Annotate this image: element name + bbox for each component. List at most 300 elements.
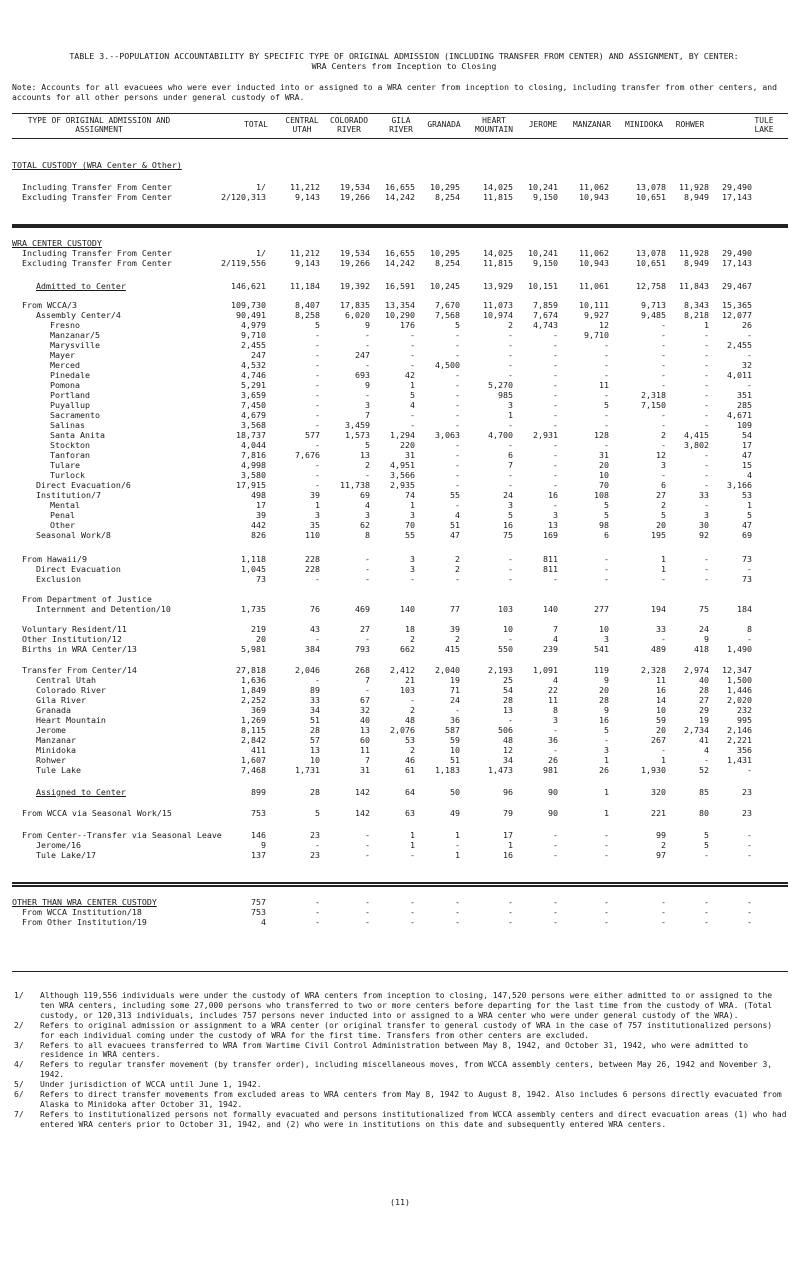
table-cell: - [604, 735, 609, 745]
table-row [0, 765, 800, 776]
table-cell: 54 [503, 685, 513, 695]
table-cell: 7,150 [641, 400, 666, 410]
table-cell: 128 [594, 430, 609, 440]
table-cell: 11,738 [340, 480, 370, 490]
table-cell: - [455, 340, 460, 350]
table-cell: 16 [548, 490, 558, 500]
table-cell: 17,915 [236, 480, 266, 490]
table-cell: 31 [360, 765, 370, 775]
table-cell: - [315, 480, 320, 490]
table-cell: - [704, 554, 709, 564]
table-cell: 11,062 [579, 182, 609, 192]
table-cell: 13 [503, 705, 513, 715]
table-cell: - [661, 574, 666, 584]
table-cell: 11 [360, 745, 370, 755]
table-cell: 19,266 [340, 192, 370, 202]
table-cell: - [553, 380, 558, 390]
table-cell: 2,455 [727, 340, 752, 350]
header-type: TYPE OF ORIGINAL ADMISSION AND ASSIGNMENT [27, 116, 171, 134]
table-cell: 10 [656, 705, 666, 715]
table-cell: 11,815 [483, 258, 513, 268]
table-cell: - [315, 675, 320, 685]
table-cell: 51 [450, 755, 460, 765]
table-cell: 55 [405, 530, 415, 540]
header-heart-mountain: HEART MOUNTAIN [474, 116, 513, 134]
table-cell: 3 [704, 510, 709, 520]
table-cell: 92 [699, 530, 709, 540]
row-label: Tulare [50, 460, 80, 470]
table-cell: 899 [251, 787, 266, 797]
table-cell: 7,670 [435, 300, 460, 310]
table-row [0, 808, 800, 819]
table-cell: 3,566 [390, 470, 415, 480]
row-label: Transfer From Center/14 [22, 665, 137, 675]
table-cell: - [747, 840, 752, 850]
table-cell: 3 [410, 564, 415, 574]
table-cell: 985 [498, 390, 513, 400]
table-row [0, 850, 800, 861]
table-cell: 11,062 [579, 248, 609, 258]
table-cell: - [508, 360, 513, 370]
table-cell: 31 [599, 450, 609, 460]
table-cell: - [553, 390, 558, 400]
table-cell: 23 [742, 808, 752, 818]
table-cell: 3,659 [241, 390, 266, 400]
table-cell: - [747, 765, 752, 775]
table-cell: - [661, 440, 666, 450]
table-cell: - [315, 390, 320, 400]
table-cell: 239 [543, 644, 558, 654]
footnote-text: Refers to direct transfer movements from excluded areas to WRA centers from May 8, 1942 to August 8, 1942. Also includes 6 persons directly evacuated from Alaska to Minidoka after October 31, 1942. [40, 1090, 782, 1109]
table-cell: 47 [450, 530, 460, 540]
row-label: Exclusion [36, 574, 81, 584]
table-cell: 4,951 [390, 460, 415, 470]
table-cell: - [553, 350, 558, 360]
table-cell: 356 [737, 745, 752, 755]
row-label: Institution/7 [36, 490, 101, 500]
table-cell: 20 [599, 685, 609, 695]
table-cell: 550 [498, 644, 513, 654]
table-cell: 176 [400, 320, 415, 330]
table-cell: 7,816 [241, 450, 266, 460]
table-cell: - [661, 907, 666, 917]
table-cell: - [704, 480, 709, 490]
table-cell: - [604, 554, 609, 564]
table-cell: 8,407 [295, 300, 320, 310]
table-cell: - [315, 410, 320, 420]
table-cell: 27 [656, 490, 666, 500]
table-cell: 3 [315, 510, 320, 520]
table-cell: 11,815 [483, 192, 513, 202]
table-cell: 5 [315, 320, 320, 330]
table-cell: 320 [651, 787, 666, 797]
table-cell: 3 [553, 715, 558, 725]
table-cell: 16 [503, 520, 513, 530]
table-cell: - [704, 360, 709, 370]
table-cell: 89 [310, 685, 320, 695]
table-cell: 2,252 [241, 695, 266, 705]
row-label: Heart Mountain [36, 715, 106, 725]
table-cell: - [604, 440, 609, 450]
table-cell: 39 [310, 490, 320, 500]
table-cell: - [704, 420, 709, 430]
table-cell: 11 [599, 380, 609, 390]
table-cell: 1 [747, 500, 752, 510]
table-cell: 10,241 [528, 248, 558, 258]
table-cell: 10 [599, 624, 609, 634]
table-cell: 1,473 [488, 765, 513, 775]
table-cell: 70 [405, 520, 415, 530]
table-cell: 47 [742, 450, 752, 460]
header-manzanar: MANZANAR [572, 120, 611, 129]
table-cell: - [365, 330, 370, 340]
table-cell: 11,212 [290, 248, 320, 258]
table-cell: 119 [594, 665, 609, 675]
table-cell: 32 [742, 360, 752, 370]
table-row [0, 258, 800, 269]
table-cell: 1 [410, 500, 415, 510]
table-cell: 30 [699, 520, 709, 530]
table-cell: 90,491 [236, 310, 266, 320]
table-cell: 75 [503, 530, 513, 540]
table-cell: 19,266 [340, 258, 370, 268]
table-cell: 3,580 [241, 470, 266, 480]
table-cell: 36 [450, 715, 460, 725]
table-cell: - [553, 460, 558, 470]
table-cell: 11,928 [679, 182, 709, 192]
table-cell: 8,254 [435, 192, 460, 202]
row-label: From WCCA Institution/18 [22, 907, 142, 917]
table-cell: 1 [315, 500, 320, 510]
table-cell: 103 [498, 604, 513, 614]
table-cell: 411 [251, 745, 266, 755]
table-cell: 9,150 [533, 258, 558, 268]
table-cell: 9 [604, 705, 609, 715]
table-cell: 57 [310, 735, 320, 745]
table-cell: 2 [661, 430, 666, 440]
table-cell: 4,979 [241, 320, 266, 330]
row-label: Tule Lake [36, 765, 81, 775]
table-cell: - [704, 380, 709, 390]
table-cell: 2,974 [684, 665, 709, 675]
table-cell: 75 [699, 604, 709, 614]
table-cell: 9,485 [641, 310, 666, 320]
table-cell: - [315, 574, 320, 584]
table-cell: - [410, 695, 415, 705]
table-cell: - [410, 420, 415, 430]
table-cell: 4,700 [488, 430, 513, 440]
table-cell: - [604, 830, 609, 840]
table-cell: 2 [410, 745, 415, 755]
table-cell: 4,998 [241, 460, 266, 470]
table-cell: - [508, 715, 513, 725]
footnote-text: Although 119,556 individuals were under the custody of WRA centers from inception to closing, 147,520 persons were either admitted to or assigned to the ten WRA centers, including some 27,000 persons who transferred to two or more centers before departing for the last time from the custody of WRA. (Total custody, or 120,313 individuals, includes 757 persons never inducted into or assigned to a WRA center who were under general custody of the WRA). [40, 991, 773, 1020]
table-cell: 1,573 [345, 430, 370, 440]
table-cell: - [365, 830, 370, 840]
table-cell: 24 [503, 490, 513, 500]
table-cell: 5 [604, 510, 609, 520]
table-cell: - [553, 907, 558, 917]
table-cell: - [365, 917, 370, 927]
table-cell: 14 [656, 695, 666, 705]
table-cell: 74 [405, 490, 415, 500]
table-cell: 498 [251, 490, 266, 500]
table-cell: 10,943 [579, 258, 609, 268]
table-cell: 2,935 [390, 480, 415, 490]
table-cell: - [553, 500, 558, 510]
table-cell: - [604, 410, 609, 420]
table-cell: 4,532 [241, 360, 266, 370]
table-cell: - [553, 400, 558, 410]
table-cell: - [704, 897, 709, 907]
table-cell: - [315, 400, 320, 410]
table-cell: 3 [604, 634, 609, 644]
table-cell: 26 [742, 320, 752, 330]
table-cell: 99 [656, 830, 666, 840]
row-label: Internment and Detention/10 [36, 604, 171, 614]
table-cell: 5 [704, 830, 709, 840]
table-cell: - [604, 917, 609, 927]
table-cell: 53 [742, 490, 752, 500]
table-cell: 29,490 [722, 182, 752, 192]
table-cell: - [508, 440, 513, 450]
footnote-mark: 4/ [14, 1060, 24, 1070]
table-cell: - [365, 897, 370, 907]
table-cell: - [365, 554, 370, 564]
table-cell: 36 [548, 735, 558, 745]
table-cell: 4,746 [241, 370, 266, 380]
header-central-utah: CENTRAL UTAH [285, 116, 319, 134]
table-cell: 1 [604, 808, 609, 818]
table-cell: - [410, 330, 415, 340]
row-label: Admitted to Center [36, 281, 126, 291]
table-cell: 4,044 [241, 440, 266, 450]
table-cell: - [315, 350, 320, 360]
table-cell: 4 [365, 500, 370, 510]
table-cell: - [365, 634, 370, 644]
table-cell: 22 [548, 685, 558, 695]
table-cell: - [365, 340, 370, 350]
table-cell: 33 [699, 490, 709, 500]
table-cell: 1,849 [241, 685, 266, 695]
table-cell: 17 [503, 830, 513, 840]
table-cell: 228 [305, 554, 320, 564]
table-cell: - [553, 480, 558, 490]
table-cell: 80 [699, 808, 709, 818]
table-cell: 693 [355, 370, 370, 380]
table-cell: 2,328 [641, 665, 666, 675]
table-cell: 26 [548, 755, 558, 765]
table-cell: - [508, 350, 513, 360]
table-cell: - [604, 390, 609, 400]
table-cell: 8,258 [295, 310, 320, 320]
table-cell: 8,254 [435, 258, 460, 268]
table-cell: 23 [310, 850, 320, 860]
table-cell: 19,534 [340, 248, 370, 258]
table-cell: 5 [365, 440, 370, 450]
table-cell: - [553, 745, 558, 755]
table-cell: - [410, 574, 415, 584]
row-label: Including Transfer From Center [22, 248, 172, 258]
table-cell: 35 [310, 520, 320, 530]
table-cell: - [455, 350, 460, 360]
table-cell: 194 [651, 604, 666, 614]
table-cell: - [508, 564, 513, 574]
table-cell: 47 [742, 520, 752, 530]
table-cell: 31 [405, 450, 415, 460]
table-cell: 5,291 [241, 380, 266, 390]
table-cell: - [315, 340, 320, 350]
row-label: OTHER THAN WRA CENTER CUSTODY [12, 897, 157, 907]
table-cell: - [508, 897, 513, 907]
table-cell: 3,802 [684, 440, 709, 450]
table-cell: - [508, 554, 513, 564]
table-cell: 2,046 [295, 665, 320, 675]
table-cell: 14,025 [483, 248, 513, 258]
table-cell: 28 [599, 695, 609, 705]
table-cell: - [704, 460, 709, 470]
table-cell: 67 [360, 695, 370, 705]
row-label: Granada [36, 705, 71, 715]
row-label: Births in WRA Center/13 [22, 644, 137, 654]
table-cell: 9,927 [584, 310, 609, 320]
table-cell: 3 [661, 460, 666, 470]
table-cell: 10,245 [430, 281, 460, 291]
table-cell: 7 [365, 755, 370, 765]
table-cell: - [455, 390, 460, 400]
table-cell: 16 [599, 715, 609, 725]
footnote [12, 1041, 788, 1061]
table-cell: 8,343 [684, 300, 709, 310]
row-label: Fresno [50, 320, 80, 330]
table-cell: 28 [310, 725, 320, 735]
row-label: Jerome [36, 725, 66, 735]
table-cell: 4,011 [727, 370, 752, 380]
table-cell: 995 [737, 715, 752, 725]
title-line-1: TABLE 3.--POPULATION ACCOUNTABILITY BY SPECIFIC TYPE OF ORIGINAL ADMISSION (INCLUDING TRANSFER FROM CENTER) AND ASSIGNMENT, BY CENTER: [69, 51, 739, 61]
header-bottom-rule [12, 138, 788, 139]
page-number: (11) [390, 1197, 410, 1207]
footnote-text: Refers to institutionalized persons not formally evacuated and persons institutionalized from WCCA assembly centers and direct evacuation areas (1) who had entered WRA centers prior to October 31, 1942, and (2) who were in institutions on this date and subsequently entered WRA centers. [40, 1109, 787, 1129]
table-cell: - [315, 897, 320, 907]
table-cell: 20 [656, 520, 666, 530]
table-cell: 46 [405, 755, 415, 765]
table-cell: - [704, 390, 709, 400]
table-cell: 1 [410, 840, 415, 850]
table-cell: - [508, 480, 513, 490]
table-cell: 32 [360, 705, 370, 715]
row-label: From Other Institution/19 [22, 917, 147, 927]
table-cell: - [553, 897, 558, 907]
table-cell: - [553, 370, 558, 380]
table-cell: 7,676 [295, 450, 320, 460]
table-cell: 4 [704, 745, 709, 755]
table-cell: - [455, 440, 460, 450]
table-cell: 757 [251, 897, 266, 907]
table-cell: - [553, 574, 558, 584]
table-cell: - [508, 907, 513, 917]
table-cell: - [455, 917, 460, 927]
table-cell: - [508, 917, 513, 927]
table-cell: 49 [450, 808, 460, 818]
table-cell: 826 [251, 530, 266, 540]
table-cell: 2,020 [727, 695, 752, 705]
table-cell: 8,115 [241, 725, 266, 735]
table-cell: 17 [742, 440, 752, 450]
table-cell: 577 [305, 430, 320, 440]
row-label: Pomona [50, 380, 80, 390]
table-cell: 8,218 [684, 310, 709, 320]
table-cell: 39 [450, 624, 460, 634]
table-cell: 64 [405, 787, 415, 797]
table-cell: 2,076 [390, 725, 415, 735]
table-cell: 69 [360, 490, 370, 500]
table-cell: 351 [737, 390, 752, 400]
table-cell: 12 [503, 745, 513, 755]
table-cell: - [365, 390, 370, 400]
table-cell: 103 [400, 685, 415, 695]
table-cell: - [315, 380, 320, 390]
table-cell: - [315, 440, 320, 450]
table-cell: 52 [699, 765, 709, 775]
table-cell: - [747, 380, 752, 390]
table-cell: 10 [310, 755, 320, 765]
table-cell: 4 [553, 634, 558, 644]
table-cell: - [704, 400, 709, 410]
table-cell: 793 [355, 644, 370, 654]
row-label: Puyallup [50, 400, 90, 410]
table-cell: - [455, 840, 460, 850]
table-cell: - [410, 340, 415, 350]
table-cell: 811 [543, 564, 558, 574]
row-label: Sacramento [50, 410, 100, 420]
table-cell: 2,146 [727, 725, 752, 735]
table-cell: 17,143 [722, 258, 752, 268]
table-cell: 50 [450, 787, 460, 797]
table-cell: 4 [455, 510, 460, 520]
table-cell: 4,415 [684, 430, 709, 440]
table-cell: 1,735 [241, 604, 266, 614]
table-cell: 51 [310, 715, 320, 725]
table-cell: 1,446 [727, 685, 752, 695]
table-cell: 4 [261, 917, 266, 927]
table-cell: - [661, 350, 666, 360]
row-label: Direct Evacuation/6 [36, 480, 131, 490]
table-cell: 11,073 [483, 300, 513, 310]
table-cell: - [365, 564, 370, 574]
table-cell: - [365, 850, 370, 860]
table-cell: 27,818 [236, 665, 266, 675]
table-cell: 9 [365, 320, 370, 330]
table-cell: - [704, 410, 709, 420]
table-cell: 11,843 [679, 281, 709, 291]
table-cell: - [553, 420, 558, 430]
table-cell: 12 [656, 450, 666, 460]
table-cell: 146 [251, 830, 266, 840]
table-cell: 9 [365, 380, 370, 390]
row-label: Santa Anita [50, 430, 105, 440]
table-cell: 28 [503, 695, 513, 705]
table-cell: - [747, 330, 752, 340]
row-label: Tule Lake/17 [36, 850, 96, 860]
table-cell: 9 [704, 634, 709, 644]
table-cell: 97 [656, 850, 666, 860]
table-cell: 2,842 [241, 735, 266, 745]
table-cell: 19,392 [340, 281, 370, 291]
table-cell: - [604, 907, 609, 917]
table-cell: 73 [742, 554, 752, 564]
table-cell: 14,025 [483, 182, 513, 192]
